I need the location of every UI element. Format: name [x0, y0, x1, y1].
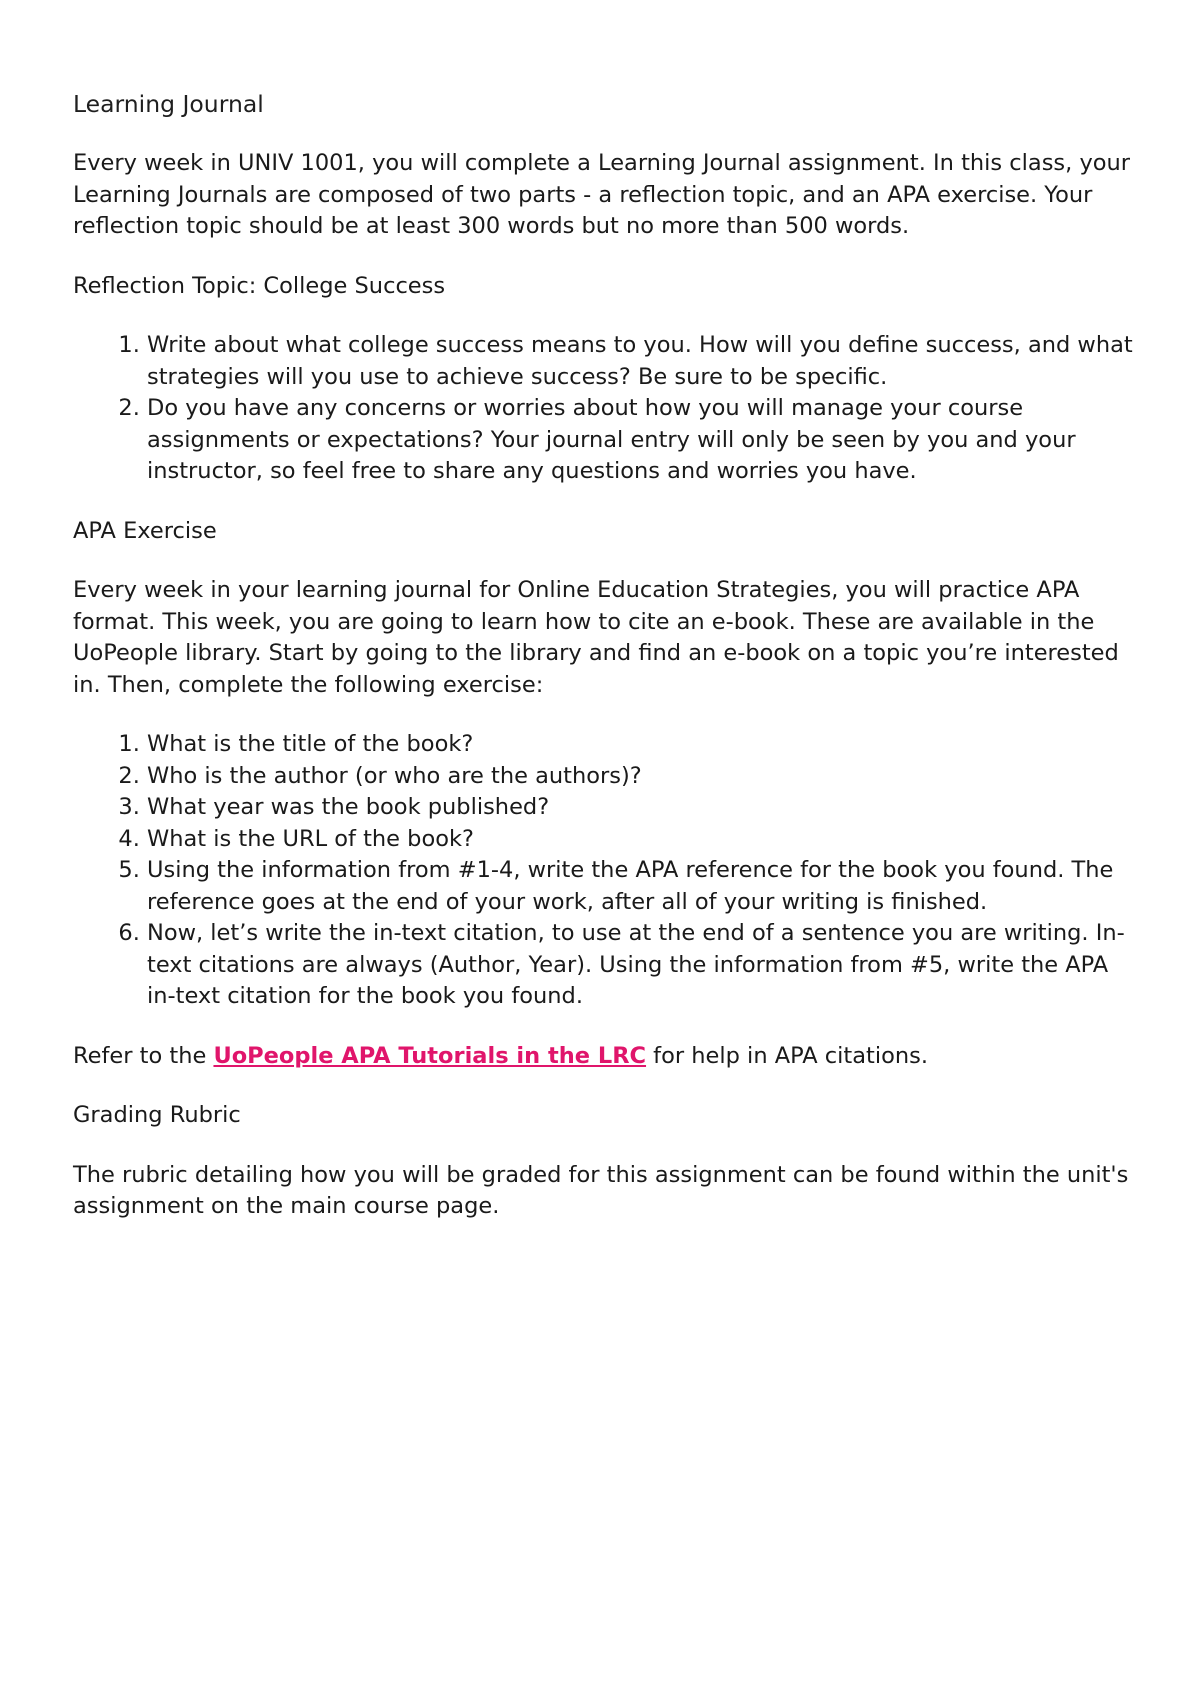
document-page	[73, 88, 1133, 1251]
document-title: Learning Journal	[73, 90, 264, 118]
reflection-heading: Reflection Topic: College Success	[73, 272, 446, 299]
grading-paragraph: The rubric detailing how you will be graded for this assignment can be found within the unit's assignment on the main course page.	[73, 1161, 1129, 1219]
list-item: 3. What year was the book published?	[147, 792, 1133, 824]
list-item: 2. Who is the author (or who are the authors)?	[147, 761, 1133, 793]
list-item: 6. Now, let’s write the in-text citation, to use at the end of a sentence you are writing. In-text citations are always (Author, Year). Using the information from #5, write the APA in-text citation for the book you found.	[147, 918, 1133, 1013]
list-item: 1. Write about what college success means to you. How will you define success, and what strategies will you use to achieve success? Be sure to be specific.	[147, 330, 1133, 393]
apa-exercise-list	[73, 729, 1133, 1013]
grading-heading: Grading Rubric	[73, 1102, 241, 1128]
apa-tutorials-link[interactable]: UoPeople APA Tutorials in the LRC	[213, 1042, 647, 1069]
list-item: 1. What is the title of the book?	[147, 729, 1133, 761]
reflection-list	[73, 330, 1133, 488]
list-item: 5. Using the information from #1-4, write the APA reference for the book you found. The reference goes at the end of your work, after all of your writing is finished.	[147, 855, 1133, 918]
refer-suffix: for help in APA citations.	[646, 1042, 928, 1069]
apa-intro-paragraph: Every week in your learning journal for Online Education Strategies, you will practice APA format. This week, you are going to learn how to cite an e-book. These are available in the UoPeople library. Start by going to the library and find an e-book on a topic you’re interested in. Then, complete the following exercise:	[73, 577, 1119, 698]
refer-prefix: Refer to the	[73, 1042, 214, 1069]
intro-paragraph: Every week in UNIV 1001, you will complete a Learning Journal assignment. In this class, your Learning Journals are composed of two parts - a reflection topic, and an APA exercise. Your reflection topic should be at least 300 words but no more than 500 words.	[73, 150, 1131, 239]
refer-paragraph	[73, 1041, 1133, 1073]
list-item: 4. What is the URL of the book?	[147, 824, 1133, 856]
list-item: 2. Do you have any concerns or worries about how you will manage your course assignments or expectations? Your journal entry will only be seen by you and your instructor, so feel free to share any questions and worries you have.	[147, 393, 1133, 488]
apa-heading: APA Exercise	[73, 517, 217, 544]
